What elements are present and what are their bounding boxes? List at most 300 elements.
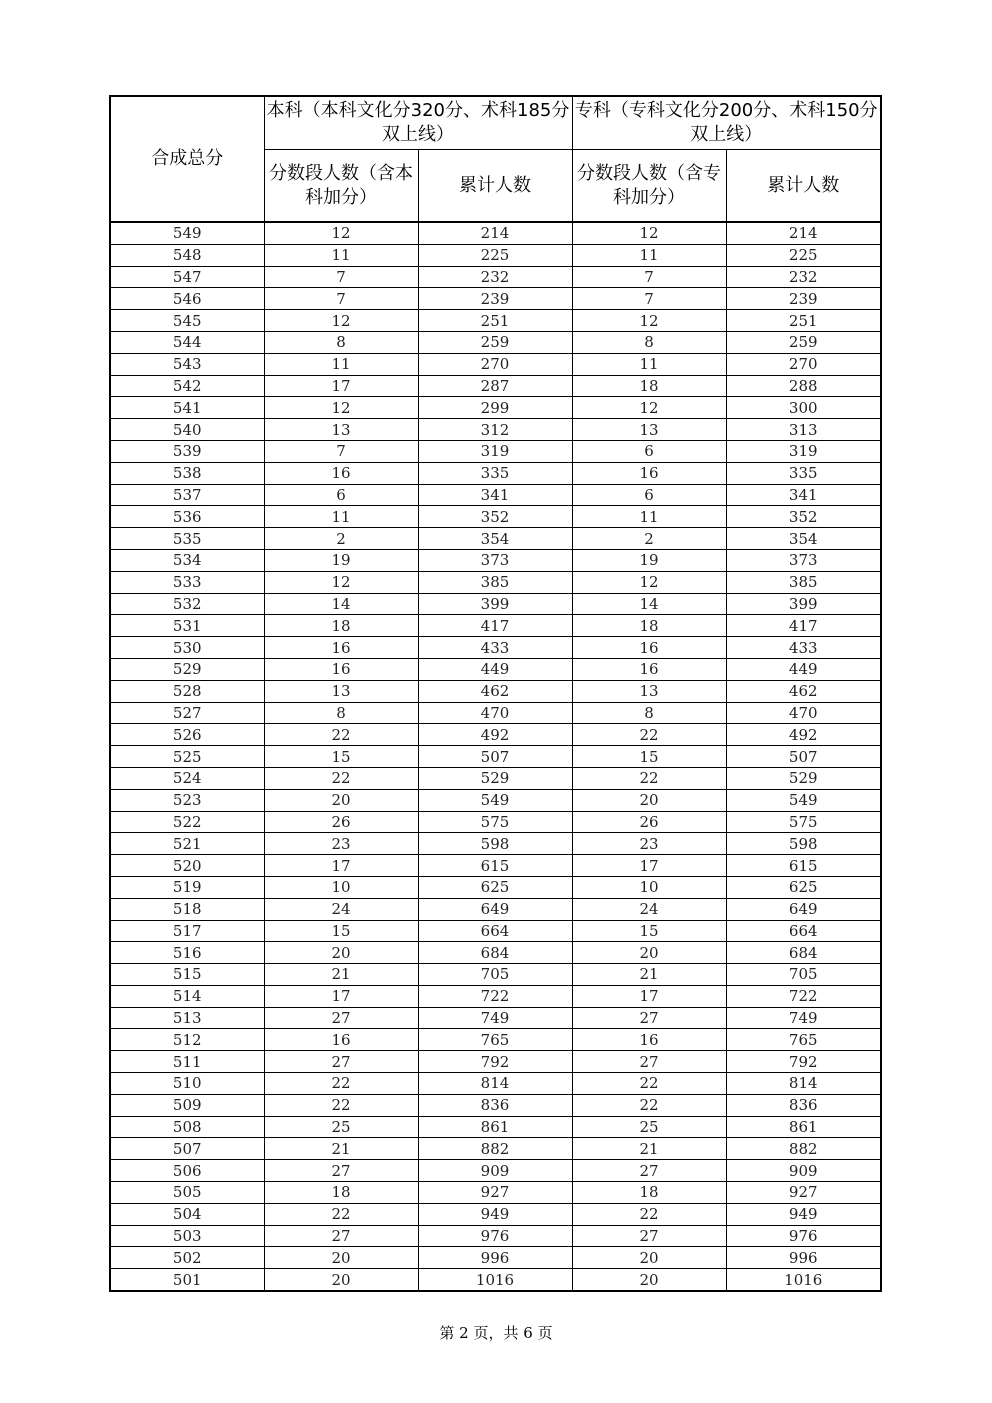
college-count-cell: 16 xyxy=(572,1029,726,1051)
total-score-cell: 520 xyxy=(110,855,264,877)
undergrad-cumulative-cell: 722 xyxy=(418,985,572,1007)
college-cumulative-cell: 615 xyxy=(726,855,881,877)
college-cumulative-cell: 705 xyxy=(726,964,881,986)
college-count-cell: 21 xyxy=(572,964,726,986)
undergrad-count-cell: 24 xyxy=(264,898,418,920)
total-score-cell: 518 xyxy=(110,898,264,920)
undergrad-count-cell: 13 xyxy=(264,419,418,441)
total-score-cell: 536 xyxy=(110,506,264,528)
table-row xyxy=(110,1203,881,1225)
undergrad-count-header: 分数段人数（含本科加分） xyxy=(264,150,418,223)
table-row xyxy=(110,266,881,288)
table-row xyxy=(110,1138,881,1160)
college-count-cell: 15 xyxy=(572,746,726,768)
college-count-cell: 17 xyxy=(572,855,726,877)
undergrad-count-cell: 10 xyxy=(264,876,418,898)
undergrad-cumulative-cell: 765 xyxy=(418,1029,572,1051)
undergrad-cumulative-cell: 575 xyxy=(418,811,572,833)
table-row xyxy=(110,288,881,310)
undergrad-count-cell: 16 xyxy=(264,1029,418,1051)
undergrad-count-cell: 7 xyxy=(264,266,418,288)
college-count-cell: 20 xyxy=(572,1247,726,1269)
undergrad-cumulative-cell: 319 xyxy=(418,440,572,462)
undergrad-cumulative-cell: 882 xyxy=(418,1138,572,1160)
undergrad-count-cell: 18 xyxy=(264,1182,418,1204)
college-count-cell: 15 xyxy=(572,920,726,942)
undergrad-count-cell: 12 xyxy=(264,571,418,593)
undergrad-cumulative-cell: 861 xyxy=(418,1116,572,1138)
college-cumulative-cell: 251 xyxy=(726,310,881,332)
table-row xyxy=(110,462,881,484)
table-row xyxy=(110,1007,881,1029)
table-row xyxy=(110,419,881,441)
total-score-cell: 527 xyxy=(110,702,264,724)
undergrad-count-cell: 17 xyxy=(264,985,418,1007)
undergrad-cumulative-cell: 684 xyxy=(418,942,572,964)
undergrad-cumulative-cell: 232 xyxy=(418,266,572,288)
college-cumulative-cell: 288 xyxy=(726,375,881,397)
college-count-cell: 24 xyxy=(572,898,726,920)
undergrad-cumulative-cell: 492 xyxy=(418,724,572,746)
undergrad-count-cell: 16 xyxy=(264,462,418,484)
undergrad-count-cell: 6 xyxy=(264,484,418,506)
college-cumulative-cell: 492 xyxy=(726,724,881,746)
table-row xyxy=(110,615,881,637)
undergrad-cumulative-cell: 373 xyxy=(418,549,572,571)
total-score-cell: 545 xyxy=(110,310,264,332)
table-row xyxy=(110,811,881,833)
undergrad-cumulative-cell: 549 xyxy=(418,789,572,811)
table-row xyxy=(110,964,881,986)
total-score-cell: 509 xyxy=(110,1094,264,1116)
undergrad-cumulative-cell: 225 xyxy=(418,244,572,266)
college-count-cell: 27 xyxy=(572,1007,726,1029)
total-score-cell: 539 xyxy=(110,440,264,462)
college-count-cell: 16 xyxy=(572,462,726,484)
undergrad-cumulative-cell: 836 xyxy=(418,1094,572,1116)
table-row xyxy=(110,310,881,332)
college-cumulative-cell: 449 xyxy=(726,658,881,680)
undergrad-cumulative-cell: 749 xyxy=(418,1007,572,1029)
total-score-cell: 532 xyxy=(110,593,264,615)
college-group-header: 专科（专科文化分200分、术科150分双上线） xyxy=(572,96,881,150)
total-score-cell: 540 xyxy=(110,419,264,441)
undergrad-cumulative-cell: 239 xyxy=(418,288,572,310)
table-row xyxy=(110,833,881,855)
undergrad-count-cell: 8 xyxy=(264,331,418,353)
college-count-cell: 6 xyxy=(572,440,726,462)
undergrad-count-cell: 27 xyxy=(264,1225,418,1247)
undergrad-cumulative-cell: 399 xyxy=(418,593,572,615)
total-score-cell: 515 xyxy=(110,964,264,986)
college-cumulative-cell: 1016 xyxy=(726,1269,881,1291)
college-cumulative-cell: 354 xyxy=(726,528,881,550)
college-cumulative-cell: 385 xyxy=(726,571,881,593)
college-cumulative-cell: 319 xyxy=(726,440,881,462)
total-score-cell: 516 xyxy=(110,942,264,964)
college-count-cell: 18 xyxy=(572,375,726,397)
undergrad-count-cell: 22 xyxy=(264,724,418,746)
college-cumulative-cell: 882 xyxy=(726,1138,881,1160)
college-count-cell: 12 xyxy=(572,571,726,593)
table-row xyxy=(110,876,881,898)
college-cumulative-cell: 470 xyxy=(726,702,881,724)
total-score-cell: 523 xyxy=(110,789,264,811)
college-cumulative-cell: 649 xyxy=(726,898,881,920)
undergrad-cumulative-cell: 352 xyxy=(418,506,572,528)
total-score-cell: 502 xyxy=(110,1247,264,1269)
undergrad-count-cell: 22 xyxy=(264,1203,418,1225)
total-score-cell: 501 xyxy=(110,1269,264,1291)
table-row xyxy=(110,1116,881,1138)
college-count-cell: 2 xyxy=(572,528,726,550)
total-score-cell: 546 xyxy=(110,288,264,310)
college-cumulative-cell: 462 xyxy=(726,680,881,702)
college-cumulative-cell: 225 xyxy=(726,244,881,266)
table-row xyxy=(110,746,881,768)
college-cumulative-cell: 399 xyxy=(726,593,881,615)
total-score-cell: 503 xyxy=(110,1225,264,1247)
table-row xyxy=(110,942,881,964)
undergrad-count-cell: 22 xyxy=(264,767,418,789)
undergrad-count-cell: 26 xyxy=(264,811,418,833)
table-row xyxy=(110,375,881,397)
table-row xyxy=(110,1160,881,1182)
college-cumulative-cell: 529 xyxy=(726,767,881,789)
college-cumulative-cell: 259 xyxy=(726,331,881,353)
undergrad-count-cell: 16 xyxy=(264,637,418,659)
total-score-cell: 549 xyxy=(110,222,264,244)
college-cumulative-cell: 313 xyxy=(726,419,881,441)
undergrad-cumulative-cell: 312 xyxy=(418,419,572,441)
undergrad-cumulative-cell: 287 xyxy=(418,375,572,397)
table-row xyxy=(110,1182,881,1204)
college-count-cell: 18 xyxy=(572,1182,726,1204)
undergrad-cumulative-cell: 417 xyxy=(418,615,572,637)
undergrad-cumulative-cell: 909 xyxy=(418,1160,572,1182)
total-score-cell: 521 xyxy=(110,833,264,855)
undergrad-count-cell: 11 xyxy=(264,506,418,528)
table-row xyxy=(110,528,881,550)
college-cumulative-cell: 214 xyxy=(726,222,881,244)
total-score-header: 合成总分 xyxy=(110,96,264,222)
college-cumulative-cell: 352 xyxy=(726,506,881,528)
total-score-cell: 519 xyxy=(110,876,264,898)
undergrad-count-cell: 7 xyxy=(264,440,418,462)
total-score-cell: 504 xyxy=(110,1203,264,1225)
score-distribution-table xyxy=(109,95,882,1292)
table-row xyxy=(110,1269,881,1291)
total-score-cell: 541 xyxy=(110,397,264,419)
table-row xyxy=(110,920,881,942)
total-score-cell: 522 xyxy=(110,811,264,833)
undergrad-cumulative-cell: 1016 xyxy=(418,1269,572,1291)
total-score-cell: 547 xyxy=(110,266,264,288)
undergrad-cumulative-cell: 259 xyxy=(418,331,572,353)
table-row xyxy=(110,1051,881,1073)
college-count-cell: 11 xyxy=(572,506,726,528)
college-count-cell: 12 xyxy=(572,310,726,332)
undergrad-cumulative-cell: 927 xyxy=(418,1182,572,1204)
college-cumulative-cell: 232 xyxy=(726,266,881,288)
undergrad-count-cell: 12 xyxy=(264,397,418,419)
undergrad-cumulative-cell: 664 xyxy=(418,920,572,942)
undergrad-count-cell: 21 xyxy=(264,964,418,986)
undergrad-cumulative-cell: 625 xyxy=(418,876,572,898)
total-score-cell: 542 xyxy=(110,375,264,397)
college-cumulative-cell: 417 xyxy=(726,615,881,637)
college-count-cell: 23 xyxy=(572,833,726,855)
college-cumulative-cell: 341 xyxy=(726,484,881,506)
undergrad-cumulative-cell: 996 xyxy=(418,1247,572,1269)
college-cumulative-cell: 239 xyxy=(726,288,881,310)
total-score-cell: 533 xyxy=(110,571,264,593)
table-row xyxy=(110,658,881,680)
college-count-cell: 6 xyxy=(572,484,726,506)
college-cumulative-cell: 861 xyxy=(726,1116,881,1138)
table-row xyxy=(110,331,881,353)
college-count-cell: 22 xyxy=(572,1203,726,1225)
college-cumulative-cell: 684 xyxy=(726,942,881,964)
total-score-cell: 529 xyxy=(110,658,264,680)
undergrad-cumulative-cell: 814 xyxy=(418,1073,572,1095)
undergrad-count-cell: 8 xyxy=(264,702,418,724)
table-row xyxy=(110,767,881,789)
undergrad-cumulative-cell: 507 xyxy=(418,746,572,768)
college-count-cell: 27 xyxy=(572,1051,726,1073)
undergrad-count-cell: 12 xyxy=(264,222,418,244)
college-cumulative-cell: 507 xyxy=(726,746,881,768)
college-cumulative-header: 累计人数 xyxy=(726,150,881,223)
undergrad-count-cell: 16 xyxy=(264,658,418,680)
college-cumulative-cell: 749 xyxy=(726,1007,881,1029)
undergrad-cumulative-cell: 949 xyxy=(418,1203,572,1225)
total-score-cell: 505 xyxy=(110,1182,264,1204)
total-score-cell: 538 xyxy=(110,462,264,484)
college-cumulative-cell: 996 xyxy=(726,1247,881,1269)
undergrad-count-cell: 21 xyxy=(264,1138,418,1160)
college-count-cell: 22 xyxy=(572,724,726,746)
table-row xyxy=(110,680,881,702)
undergrad-cumulative-cell: 433 xyxy=(418,637,572,659)
undergrad-cumulative-cell: 335 xyxy=(418,462,572,484)
college-count-cell: 12 xyxy=(572,397,726,419)
undergrad-cumulative-cell: 705 xyxy=(418,964,572,986)
undergrad-count-cell: 20 xyxy=(264,942,418,964)
total-score-cell: 508 xyxy=(110,1116,264,1138)
undergrad-count-cell: 23 xyxy=(264,833,418,855)
college-count-cell: 20 xyxy=(572,789,726,811)
college-count-cell: 27 xyxy=(572,1225,726,1247)
college-cumulative-cell: 373 xyxy=(726,549,881,571)
college-count-cell: 27 xyxy=(572,1160,726,1182)
table-row xyxy=(110,724,881,746)
undergrad-cumulative-cell: 385 xyxy=(418,571,572,593)
undergrad-count-cell: 27 xyxy=(264,1007,418,1029)
undergrad-cumulative-cell: 976 xyxy=(418,1225,572,1247)
college-count-cell: 20 xyxy=(572,942,726,964)
total-score-cell: 510 xyxy=(110,1073,264,1095)
table-header xyxy=(110,96,881,222)
college-count-cell: 8 xyxy=(572,702,726,724)
total-score-cell: 513 xyxy=(110,1007,264,1029)
total-score-cell: 512 xyxy=(110,1029,264,1051)
undergrad-count-cell: 17 xyxy=(264,375,418,397)
undergrad-cumulative-cell: 251 xyxy=(418,310,572,332)
undergrad-count-cell: 15 xyxy=(264,920,418,942)
undergrad-cumulative-cell: 470 xyxy=(418,702,572,724)
college-cumulative-cell: 814 xyxy=(726,1073,881,1095)
college-count-cell: 13 xyxy=(572,419,726,441)
college-count-cell: 22 xyxy=(572,1073,726,1095)
total-score-cell: 511 xyxy=(110,1051,264,1073)
undergrad-count-cell: 17 xyxy=(264,855,418,877)
table-row xyxy=(110,637,881,659)
table-row xyxy=(110,440,881,462)
college-cumulative-cell: 598 xyxy=(726,833,881,855)
table-row xyxy=(110,1073,881,1095)
undergrad-count-cell: 18 xyxy=(264,615,418,637)
college-cumulative-cell: 792 xyxy=(726,1051,881,1073)
table-row xyxy=(110,397,881,419)
college-count-cell: 14 xyxy=(572,593,726,615)
table-row xyxy=(110,789,881,811)
college-count-cell: 19 xyxy=(572,549,726,571)
undergrad-cumulative-cell: 598 xyxy=(418,833,572,855)
college-cumulative-cell: 335 xyxy=(726,462,881,484)
undergrad-count-cell: 12 xyxy=(264,310,418,332)
undergrad-count-cell: 20 xyxy=(264,1269,418,1291)
undergrad-cumulative-cell: 449 xyxy=(418,658,572,680)
college-count-cell: 25 xyxy=(572,1116,726,1138)
college-count-cell: 11 xyxy=(572,353,726,375)
table-row xyxy=(110,985,881,1007)
college-cumulative-cell: 722 xyxy=(726,985,881,1007)
total-score-cell: 524 xyxy=(110,767,264,789)
table-row xyxy=(110,571,881,593)
college-count-cell: 22 xyxy=(572,767,726,789)
total-score-cell: 506 xyxy=(110,1160,264,1182)
table-row xyxy=(110,898,881,920)
college-cumulative-cell: 927 xyxy=(726,1182,881,1204)
college-count-header: 分数段人数（含专科加分） xyxy=(572,150,726,223)
undergrad-cumulative-cell: 341 xyxy=(418,484,572,506)
undergrad-count-cell: 14 xyxy=(264,593,418,615)
undergrad-count-cell: 13 xyxy=(264,680,418,702)
college-count-cell: 16 xyxy=(572,637,726,659)
college-count-cell: 22 xyxy=(572,1094,726,1116)
total-score-cell: 543 xyxy=(110,353,264,375)
total-score-cell: 531 xyxy=(110,615,264,637)
college-cumulative-cell: 765 xyxy=(726,1029,881,1051)
college-count-cell: 12 xyxy=(572,222,726,244)
table-row xyxy=(110,222,881,244)
college-cumulative-cell: 625 xyxy=(726,876,881,898)
college-cumulative-cell: 949 xyxy=(726,1203,881,1225)
total-score-cell: 544 xyxy=(110,331,264,353)
total-score-cell: 535 xyxy=(110,528,264,550)
college-cumulative-cell: 433 xyxy=(726,637,881,659)
undergrad-count-cell: 11 xyxy=(264,353,418,375)
college-count-cell: 11 xyxy=(572,244,726,266)
undergrad-count-cell: 7 xyxy=(264,288,418,310)
college-count-cell: 21 xyxy=(572,1138,726,1160)
table-row xyxy=(110,353,881,375)
total-score-cell: 528 xyxy=(110,680,264,702)
college-cumulative-cell: 575 xyxy=(726,811,881,833)
college-cumulative-cell: 976 xyxy=(726,1225,881,1247)
undergrad-count-cell: 25 xyxy=(264,1116,418,1138)
table-body xyxy=(110,222,881,1291)
college-cumulative-cell: 270 xyxy=(726,353,881,375)
undergrad-cumulative-cell: 462 xyxy=(418,680,572,702)
college-cumulative-cell: 909 xyxy=(726,1160,881,1182)
college-cumulative-cell: 300 xyxy=(726,397,881,419)
total-score-cell: 514 xyxy=(110,985,264,1007)
undergrad-cumulative-cell: 270 xyxy=(418,353,572,375)
college-count-cell: 7 xyxy=(572,288,726,310)
undergrad-count-cell: 15 xyxy=(264,746,418,768)
table-row xyxy=(110,1094,881,1116)
total-score-cell: 534 xyxy=(110,549,264,571)
college-cumulative-cell: 836 xyxy=(726,1094,881,1116)
table-row xyxy=(110,549,881,571)
undergrad-group-header: 本科（本科文化分320分、术科185分双上线） xyxy=(264,96,572,150)
table-row xyxy=(110,1225,881,1247)
college-cumulative-cell: 664 xyxy=(726,920,881,942)
total-score-cell: 530 xyxy=(110,637,264,659)
undergrad-cumulative-cell: 792 xyxy=(418,1051,572,1073)
undergrad-count-cell: 27 xyxy=(264,1160,418,1182)
undergrad-count-cell: 11 xyxy=(264,244,418,266)
total-score-cell: 525 xyxy=(110,746,264,768)
college-count-cell: 20 xyxy=(572,1269,726,1291)
table-row xyxy=(110,593,881,615)
undergrad-count-cell: 2 xyxy=(264,528,418,550)
college-count-cell: 17 xyxy=(572,985,726,1007)
table-row xyxy=(110,1029,881,1051)
undergrad-count-cell: 20 xyxy=(264,1247,418,1269)
undergrad-count-cell: 19 xyxy=(264,549,418,571)
undergrad-cumulative-cell: 299 xyxy=(418,397,572,419)
undergrad-cumulative-cell: 649 xyxy=(418,898,572,920)
undergrad-cumulative-cell: 615 xyxy=(418,855,572,877)
table-row xyxy=(110,702,881,724)
table-row xyxy=(110,244,881,266)
college-count-cell: 8 xyxy=(572,331,726,353)
undergrad-cumulative-cell: 354 xyxy=(418,528,572,550)
table-row xyxy=(110,855,881,877)
undergrad-count-cell: 22 xyxy=(264,1073,418,1095)
total-score-cell: 526 xyxy=(110,724,264,746)
total-score-cell: 537 xyxy=(110,484,264,506)
undergrad-count-cell: 22 xyxy=(264,1094,418,1116)
college-count-cell: 13 xyxy=(572,680,726,702)
undergrad-cumulative-cell: 214 xyxy=(418,222,572,244)
page-footer: 第 2 页，共 6 页 xyxy=(439,1324,553,1342)
undergrad-cumulative-header: 累计人数 xyxy=(418,150,572,223)
college-count-cell: 10 xyxy=(572,876,726,898)
total-score-cell: 507 xyxy=(110,1138,264,1160)
college-count-cell: 26 xyxy=(572,811,726,833)
college-count-cell: 18 xyxy=(572,615,726,637)
undergrad-cumulative-cell: 529 xyxy=(418,767,572,789)
table-row xyxy=(110,484,881,506)
college-count-cell: 16 xyxy=(572,658,726,680)
college-count-cell: 7 xyxy=(572,266,726,288)
college-cumulative-cell: 549 xyxy=(726,789,881,811)
undergrad-count-cell: 27 xyxy=(264,1051,418,1073)
